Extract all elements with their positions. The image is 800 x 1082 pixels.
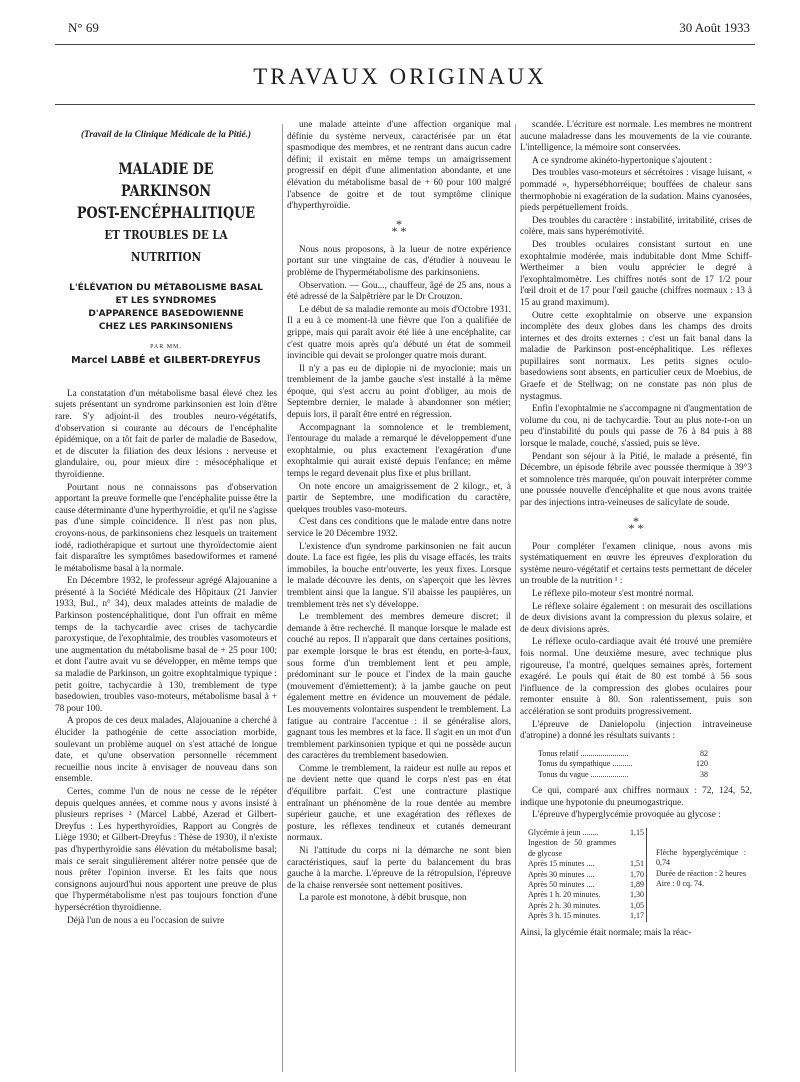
paragraph: L'existence d'un syndrome parkinsonien ne fait aucun doute. La face est figée, les plis du visage effacés, les traits immobiles, la bouche entr'ouverte, les yeux fixes. Lorsque le malade découvre les dents, on s'aperçoit que les lèvres tremblent ainsi que la langue. S'il abaisse les paupières, un tremblement très net s'y développe. <box>287 541 511 610</box>
glycemia-label: Après 15 minutes .... <box>528 859 595 869</box>
paragraph: Comme le tremblement, la raideur est nulle au repos et ne devient nette que quand le corps n'est pas en état d'équilibre parfait. C'est une contracture plastique entraînant un phénomène de la roue dentée au membre supérieur gauche, et une exagération des réflexes de posture, les réflexes tendineux et cutanés demeurant normaux. <box>287 763 511 844</box>
glycemia-row <box>528 880 648 890</box>
asterisk: * <box>400 223 407 238</box>
paragraph: Pour compléter l'examen clinique, nous avons mis systématiquement en œuvre les épreuves d'exploration du système neuro-végétatif et certains tests permettant de déceler un trouble de la nutrition ¹ : <box>520 541 752 587</box>
paragraph: On note encore un amaigrissement de 2 kilogr., et, à partir de Septembre, une modification du caractère, quelques troubles vaso-moteurs. <box>287 481 511 515</box>
paragraph: Pendant son séjour à la Pitié, le malade a présenté, fin Décembre, un épisode fébrile avec poussée thermique à 39°3 et somnolence très marquée, qu'on pouvait interpréter comme une poussée nouvelle d'encéphalite et que nous avons traitée par des injections intra-veineuses de salicylate de soude. <box>520 451 752 508</box>
asterisk: * <box>396 216 402 231</box>
tonus-value: 82 <box>700 748 708 758</box>
glycemia-value: 1,70 <box>616 870 647 880</box>
paragraph: A propos de ces deux malades, Alajouanine a cherché à élucider la pathogénie de cette association morbide, soulevant un problème auquel on s'est attaché de longue date, et qu'une observation personnelle récemment recueillie nous incite à envisager de nouveau dans son ensemble. <box>55 716 277 785</box>
glycemia-label: Après 30 minutes .... <box>528 869 595 879</box>
glycemia-row <box>528 870 648 880</box>
glycemia-label: Après 3 h. 15 minutes. <box>528 911 601 921</box>
column-3-middle <box>520 542 752 743</box>
closing-line: Ainsi, la glycémie était normale; mais la réac- <box>520 927 692 938</box>
glycemia-value: 1,89 <box>616 880 647 890</box>
glycemia-row <box>528 838 648 859</box>
article-title-line2: POST-ENCÉPHALITIQUE <box>76 202 256 222</box>
asterisk: * <box>391 223 398 238</box>
authors: Marcel LABBÉ et GILBERT-DREYFUS <box>71 355 261 367</box>
issue-number: N° 69 <box>68 20 99 35</box>
clinic-note: (Travail de la Clinique Médicale de la Pitié.) <box>80 130 252 140</box>
glycemia-value: 1,30 <box>616 890 647 900</box>
column-2-top <box>287 120 511 213</box>
paragraph: Ni l'attitude du corps ni la démarche ne sont bien caractéristiques, sauf la perte du balancement du bras gauche à la marche. L'épreuve de la rétropulsion, l'épreuve de la chaise renversée sont nettement positives. <box>287 846 511 891</box>
paragraph: Il n'y a pas eu de diplopie ni de myoclonie; mais un tremblement de la jambe gauche s'est installé à la même époque, qui s'est accru au point d'obliger, au mois de Septembre dernier, le malade à abandonner son métier; depuis lors, il paraît être entré en régression. <box>287 363 511 421</box>
section-title: TRAVAUX ORIGINAUX <box>253 64 547 89</box>
article-subtitle <box>55 282 277 334</box>
glycemia-value <box>616 838 647 859</box>
column-separator <box>515 124 516 1072</box>
glycemia-note: Durée de réaction : 2 heures <box>656 868 746 878</box>
paragraph: Le tremblement des membres demeure discret; il demande à être recherché. Il manque lorsque le malade est couché au repos. Il n'apparaît que dans certaines positions, par exemple lorsque le bras est étendu, en porte-à-faux, sous forme d'un tremblement lent et peu ample, prédominant sur le pouce et l'index de la main gauche (mouvement d'émiettement); à la jambe gauche on peut également mettre en évidence un mouvement de pédale. Les mouvements volontaires suspendent le tremblement. La fatigue au contraire l'accentue : il se généralise alors, gagnant tous les membres et la face. Il s'agit en un mot d'un tremblement parkinsonien typique et qui ne possède aucun des caractères du tremblement basedowien. <box>287 612 511 762</box>
paragraph: Des troubles du caractère : instabilité, irritabilité, crises de colère, mais sans hyperémotivité. <box>520 215 752 238</box>
issue-date: 30 Août 1933 <box>679 20 750 35</box>
glycemia-table <box>528 828 752 922</box>
top-rule <box>55 44 755 45</box>
tonus-row <box>538 770 752 781</box>
paragraph: Le début de sa maladie remonte au mois d'Octobre 1931. Il a eu à ce moment-là une fièvre que l'on a qualifiée de grippe, mais qui paraît avoir été liée à une encéphalite, car c'est quatre mois après qu'a débuté un état de sommeil invincible qui devait se prolonger quatre mois durant. <box>287 304 511 362</box>
paragraph: La constatation d'un métabolisme basal élevé chez les sujets présentant un syndrome parkinsonien est loin d'être rare. S'y adjoint-il des troubles neuro-végétatifs, d'observation si courante au décours de l'encéphalite épidémique, on a tôt fait de parler de maladie de Basedow, et de discuter la filiation des deux lésions : nerveuse et glandulaire, ou, pour mieux dire : mésocéphalique et thyroïdienne. <box>55 388 277 480</box>
tonus-label: Tonus relatif ........................ <box>538 748 629 758</box>
section-asterisks <box>287 216 511 238</box>
glycemia-label: Ingestion de 50 grammes de glycose <box>528 838 616 858</box>
paragraph: Pourtant nous ne connaissons pas d'observation apportant la preuve formelle que l'encéphalite puisse être la cause déterminante d'une hyperthyroïdie, et qu'il ne s'agisse pas d'une simple coïncidence. Il n'est pas non plus, croyons-nous, de parkinsoniens chez lesquels un traitement iodé, radiothérapique et surtout une thyroïdectomie aient fait disparaître les symptômes basedowiformes et ramené le métabolisme basal à la normale. <box>55 482 277 574</box>
glycemia-label: Après 2 h. 30 minutes. <box>528 900 601 910</box>
asterisk-pair <box>520 520 752 535</box>
asterisk: * <box>637 520 644 535</box>
tonus-value: 120 <box>696 759 708 769</box>
paragraph: Observation. — Gou..., chauffeur, âgé de 25 ans, nous a été adressé de la Salpêtrière par le Dr Crouzon. <box>287 280 511 303</box>
paragraph: Des troubles vaso-moteurs et sécrétoires : visage luisant, « pommadé », hypersébhorréique; bouffées de chaleur sans thermophobie ni exagération de la sudation. Mains cyanosées, pieds perpétuellement froids. <box>520 168 752 214</box>
asterisk: * <box>633 513 639 528</box>
paragraph: Accompagnant la somnolence et le tremblement, l'entourage du malade a remarqué le développement d'une exophtalmie, ou plus exactement l'exagération d'une exophtalmie qui aurait existé depuis l'enfance; en même temps le regard devenait plus fixe et plus brillant. <box>287 422 511 480</box>
paragraph: L'épreuve d'hyperglycémie provoquée au glycose : <box>532 810 721 821</box>
glycemia-notes <box>648 828 746 922</box>
paragraph: A ce syndrome akinéto-hypertonique s'ajoutent : <box>532 155 713 166</box>
article-title-line1: MALADIE DE PARKINSON <box>118 158 214 200</box>
column-3-lower <box>520 786 752 822</box>
column-1 <box>55 120 277 928</box>
glycemia-label: Glycémie à jeun ........ <box>528 827 599 837</box>
subtitle-line: D'APPARENCE BASEDOWIENNE <box>88 308 244 319</box>
paragraph: Certes, comme l'un de nous ne cesse de le répéter depuis quelques années, et comme nous y avons insisté à plusieurs reprises ² (Marcel Labbé, Azerad et Gilbert-Dreyfus : Les hyperthyroïdies, Rapport au Congrès de Liège 1930; et Gilbert-Dreyfus : Thèse de 1930), il n'existe pas d'hyperthyroïdie sans élévation du métabolisme basal; mais ce serait singulièrement altérer notre pensée que de nous prêter l'opinion inverse. Et les faits que nous consignons aujourd'hui nous apportent une preuve de plus que l'hypermétabolisme n'est pas toujours fonction d'une hypersécrétion thyroïdienne. <box>55 786 277 913</box>
paragraph: une malade atteinte d'une affection organique mal définie du système nerveux, caractérisée par un état spasmodique des membres, et ne rentrant dans aucun cadre défini; il existait en même temps un amaigrissement progressif en dépit d'une alimentation abondante, et une élévation du métabolisme basal de + 60 pour 100 malgré l'absence de goitre et de tout symptôme clinique d'hyperthyroïdie. <box>287 120 511 212</box>
glycemia-row <box>528 859 648 869</box>
paragraph: Le réflexe pilo-moteur s'est montré normal. <box>532 588 694 599</box>
column-3 <box>520 120 752 940</box>
subtitle-line: ET LES SYNDROMES <box>115 295 217 306</box>
glycemia-rows <box>528 828 648 922</box>
asterisk: * <box>628 520 635 535</box>
glycemia-label: Après 50 minutes .... <box>528 880 595 889</box>
glycemia-row <box>528 828 648 838</box>
glycemia-row <box>528 890 648 900</box>
paragraph: La parole est monotone, à débit brusque, non <box>299 893 467 904</box>
column-separator <box>282 124 283 1072</box>
asterisk-pair <box>287 223 511 238</box>
glycemia-note: Flèche hyperglycémique : 0,74 <box>656 847 746 868</box>
by-line: PAR MM. <box>150 343 182 350</box>
paragraph: scandée. L'écriture est normale. Les membres ne montrent aucune maladresse dans les mouvements de la vie courante. L'intelligence, la mémoire sont conservées. <box>520 120 752 154</box>
tonus-label: Tonus du vague ................... <box>538 769 629 779</box>
section-asterisks <box>520 513 752 535</box>
tonus-row <box>538 759 752 770</box>
glycemia-row <box>528 911 648 921</box>
paragraph: En Décembre 1932, le professeur agrégé Alajouanine a présenté à la Société Médicale des Hôpitaux (21 Janvier 1933, Bul., n° 34), deux malades atteints de maladie de Parkinson postencéphalitique, dont l'un offrait en même temps de la tachycardie avec crises de tachycardie paroxystique, de l'exophtalmie, des troubles vasomoteurs et une augmentation du métabolisme basal de + 25 pour 100; et dont l'autre avait vu se développer, en même temps que sa maladie de Parkinson, un goitre exophtalmique typique : petit goitre, tachycardie à 130, tremblement de type basedowien, troubles vaso-moteurs, métabolisme basal à + 78 pour 100. <box>55 576 277 714</box>
paragraph: Le réflexe solaire également : on mesurait des oscillations de deux divisions avant la compression du plexus solaire, et de deux divisions après. <box>520 601 752 635</box>
paragraph: Ce qui, comparé aux chiffres normaux : 72, 124, 52, indique une hypotonie du pneumogastrique. <box>520 786 752 808</box>
paragraph: Nous nous proposons, à la lueur de notre expérience portant sur une vingtaine de cas, d'étudier à nouveau le problème de l'hypermétabolisme des parkinsoniens. <box>287 244 511 278</box>
tonus-value: 38 <box>700 769 708 779</box>
paragraph: Déjà l'un de nous a eu l'occasion de suivre <box>67 915 225 926</box>
column-1-body <box>55 389 277 927</box>
paragraph: C'est dans ces conditions que le malade entre dans notre service le 20 Décembre 1932. <box>287 517 511 539</box>
glycemia-value: 1,05 <box>616 901 647 911</box>
column-2-body <box>287 245 511 905</box>
paragraph: Outre cette exophtalmie on observe une expansion incomplète des deux globes dans les champs des droits internes et des droits externes : c'est un fait banal dans la maladie de Parkinson post-encéphalitique. Les réflexes pupillaires sont normaux. Les petits signes oculo-basedowiens sont absents, en particulier ceux de Moebius, de Graefe et de Stellwag; on ne constate pas non plus de nystagmus. <box>520 310 752 402</box>
column-3-top <box>520 120 752 510</box>
glycemia-value: 1,17 <box>616 911 647 921</box>
tonus-table <box>538 749 752 781</box>
subtitle-line: L'ÉLÉVATION DU MÉTABOLISME BASAL <box>69 282 263 293</box>
tonus-row <box>538 749 752 760</box>
section-rule <box>55 104 755 105</box>
glycemia-row <box>528 901 648 911</box>
tonus-label: Tonus du sympathique .......... <box>538 759 633 769</box>
glycemia-value: 1,51 <box>616 859 647 869</box>
paragraph: Le réflexe oculo-cardiaque avait été trouvé une première fois normal. Une deuxième mesure, avec technique plus rigoureuse, l'a montré, quelques semaines après, fortement exagéré. Le pouls qui était de 80 est tombé à 56 sous l'influence de la compression des globes oculaires pour remonter ensuite à 80. Son ralentissement, puis son accélération se sont produits progressivement. <box>520 637 752 717</box>
column-2 <box>287 120 511 906</box>
paragraph: Des troubles oculaires consistant surtout en une exophtalmie modérée, mais indubitable dont Mme Schiff-Wertheimer a bien voulu apprécier le degré à l'exophtalmomètre. Les chiffres notés sont de 17 1/2 pour l'œil droit et de 17 pour l'œil gauche (chiffres normaux : 13 à 15 au grand maximum). <box>520 239 752 308</box>
glycemia-label: Après 1 h. 20 minutes. <box>528 890 601 900</box>
glycemia-note: Aire : 0 cq. 74. <box>656 879 704 889</box>
article-title-line3: ET TROUBLES DE LA NUTRITION <box>104 226 228 264</box>
subtitle-line: CHEZ LES PARKINSONIENS <box>98 321 234 332</box>
paragraph: L'épreuve de Danielopolu (injection intraveineuse d'atropine) a donné les résultats suivants : <box>520 719 752 742</box>
glycemia-value: 1,15 <box>616 828 647 838</box>
paragraph: Enfin l'exophtalmie ne s'accompagne ni d'augmentation de volume du cou, ni de tachycardie. Tout au plus note-t-on un peu d'instabilité du pouls qui passe de 76 à 84 puis à 88 lorsque le malade, couché, s'assied, puis se lève. <box>520 404 752 450</box>
